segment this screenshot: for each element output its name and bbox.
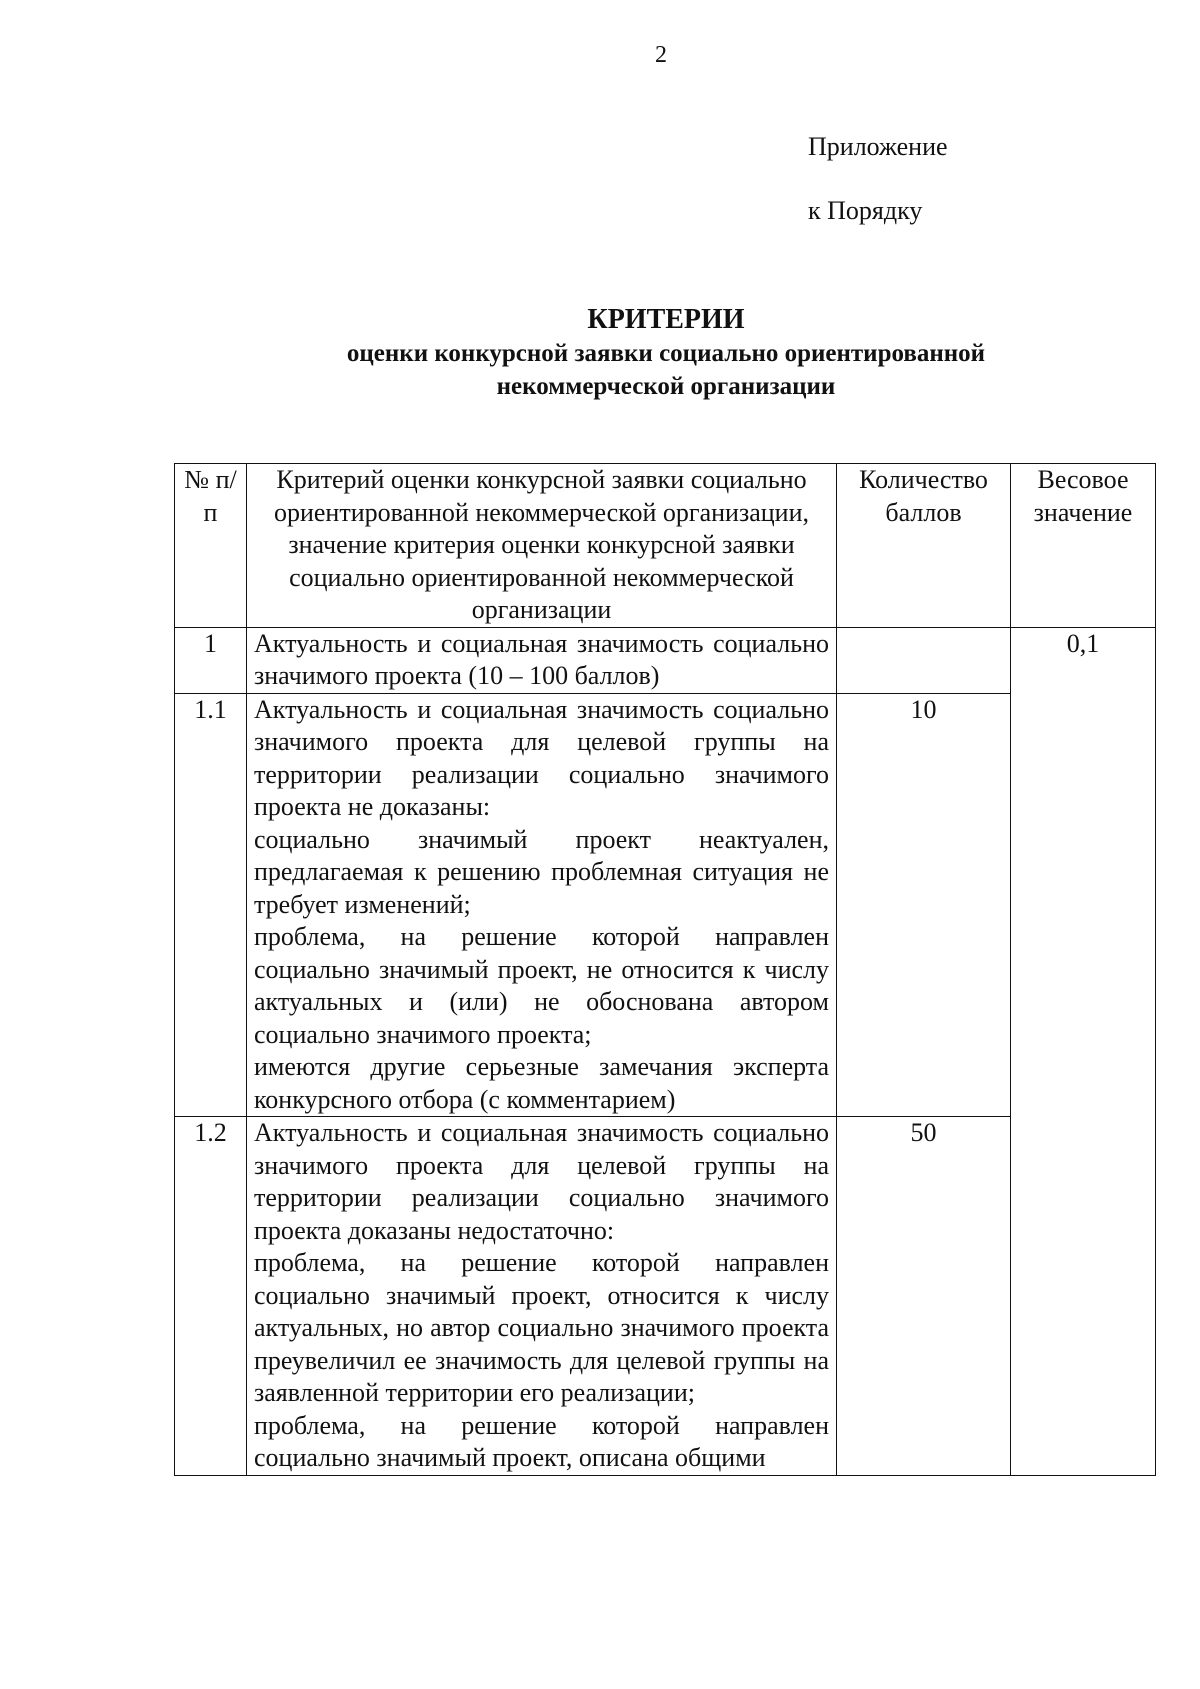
row-number: 1.2 [175, 1117, 247, 1476]
appendix-reference: к Порядку [808, 196, 923, 225]
criterion-paragraph: Актуальность и социальная значимость социально значимого проекта для целевой группы на территории реализации социально значимого проекта доказаны недостаточно: [254, 1118, 829, 1245]
criterion-paragraph: Актуальность и социальная значимость социально значимого проекта для целевой группы на территории реализации социально значимого проекта не доказаны: [254, 694, 829, 821]
appendix-label: Приложение [808, 132, 948, 161]
criteria-table [174, 463, 1156, 1476]
title-main: КРИТЕРИИ [587, 304, 745, 335]
row-number: 1 [175, 627, 247, 693]
row-points [837, 627, 1011, 693]
criterion-paragraph: проблема, на решение которой направлен социально значимый проект, описана общими [254, 1410, 829, 1472]
row-points: 50 [837, 1117, 1011, 1476]
row-points: 10 [837, 693, 1011, 1117]
table-row [175, 693, 1156, 1117]
criterion-paragraph: социально значимый проект неактуален, предлагаемая к решению проблемная ситуация не требует изменений; [254, 824, 829, 919]
criterion-paragraph: проблема, на решение которой направлен социально значимый проект, относится к числу актуальных, но автор социально значимого проекта преувеличил ее значимость для целевой группы на заявленной территории его реализации; [254, 1248, 829, 1407]
row-number: 1.1 [175, 693, 247, 1117]
table-row [175, 1117, 1156, 1476]
table-row [175, 627, 1156, 693]
document-title [160, 303, 1172, 403]
page-number: 2 [655, 42, 667, 68]
header-weight: Весовое значение [1011, 464, 1156, 628]
row-criterion [247, 627, 837, 693]
criterion-paragraph: имеются другие серьезные замечания эксперта конкурсного отбора (с комментарием) [254, 1052, 829, 1114]
row-criterion [247, 693, 837, 1117]
row-weight: 0,1 [1011, 627, 1156, 1475]
criterion-paragraph: Актуальность и социальная значимость социально значимого проекта (10 – 100 баллов) [254, 628, 829, 690]
table-header-row [175, 464, 1156, 628]
header-points: Количество баллов [837, 464, 1011, 628]
title-subtitle-line1: оценки конкурсной заявки социально ориентированной [346, 340, 986, 367]
header-number: № п/п [175, 464, 247, 628]
criterion-paragraph: проблема, на решение которой направлен социально значимый проект, не относится к числу актуальных и (или) не обоснована автором социально значимого проекта; [254, 922, 829, 1049]
row-criterion [247, 1117, 837, 1476]
header-criterion: Критерий оценки конкурсной заявки социально ориентированной некоммерческой организации, значение критерия оценки конкурсной заявки социально ориентированной некоммерческой организации [247, 464, 837, 628]
title-subtitle-line2: некоммерческой организации [496, 373, 836, 400]
